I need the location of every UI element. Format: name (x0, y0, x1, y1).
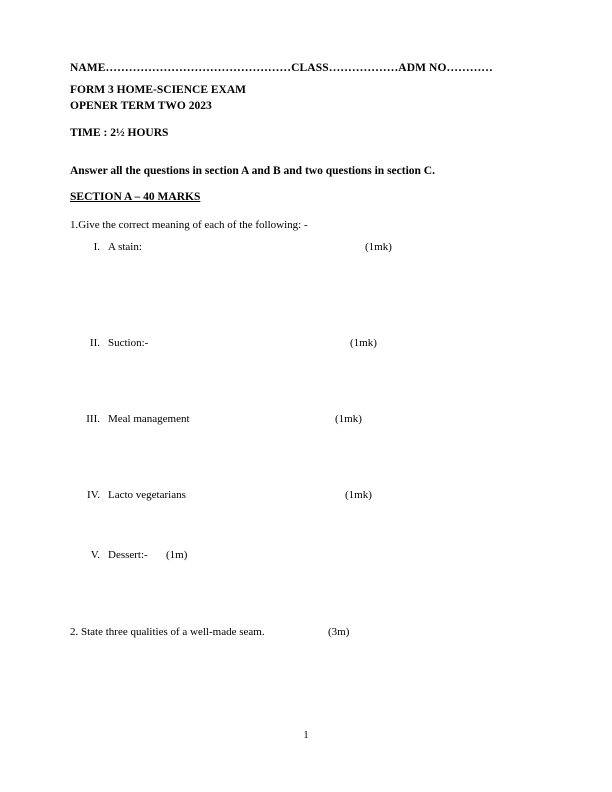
exam-time-line: TIME : 2½ HOURS (70, 127, 169, 140)
list-item-marker: III. (86, 413, 100, 426)
exam-title-line-2: OPENER TERM TWO 2023 (70, 100, 212, 113)
document-content (70, 60, 542, 661)
question-2-marks: (3m) (328, 626, 350, 639)
list-item-label: Suction:- (108, 337, 149, 350)
list-item-marks: (1mk) (365, 241, 392, 254)
list-item-label: Meal management (108, 413, 190, 426)
section-a-heading: SECTION A – 40 MARKS (70, 191, 201, 204)
list-item-marker: I. (93, 241, 100, 254)
list-item-marker: IV. (87, 489, 100, 502)
exam-title-block (70, 82, 542, 115)
exam-title-line-1: FORM 3 HOME-SCIENCE EXAM (70, 83, 247, 96)
page-number: 1 (303, 730, 309, 741)
exam-instruction: Answer all the questions in section A and B and two questions in section C. (70, 165, 435, 178)
question-2-stem: 2. State three qualities of a well-made seam. (70, 626, 265, 639)
question-2 (70, 626, 542, 638)
list-item-marks: (1mk) (335, 413, 362, 426)
name-class-admno-line: NAME…………………………………………CLASS………………ADM NO………… (70, 62, 493, 74)
list-item-marks: (1mk) (350, 337, 377, 350)
question-1-stem: 1.Give the correct meaning of each of the following: - (70, 219, 308, 232)
list-item-marks: (1m) (166, 549, 188, 562)
list-item-marker: II. (89, 337, 100, 350)
list-item-label: Dessert:- (108, 549, 148, 562)
list-item-label: A stain: (108, 241, 142, 254)
question-1-sublist (70, 241, 542, 661)
list-item-marks: (1mk) (345, 489, 372, 502)
list-item-label: Lacto vegetarians (108, 489, 186, 502)
list-item-marker: V. (90, 549, 100, 562)
